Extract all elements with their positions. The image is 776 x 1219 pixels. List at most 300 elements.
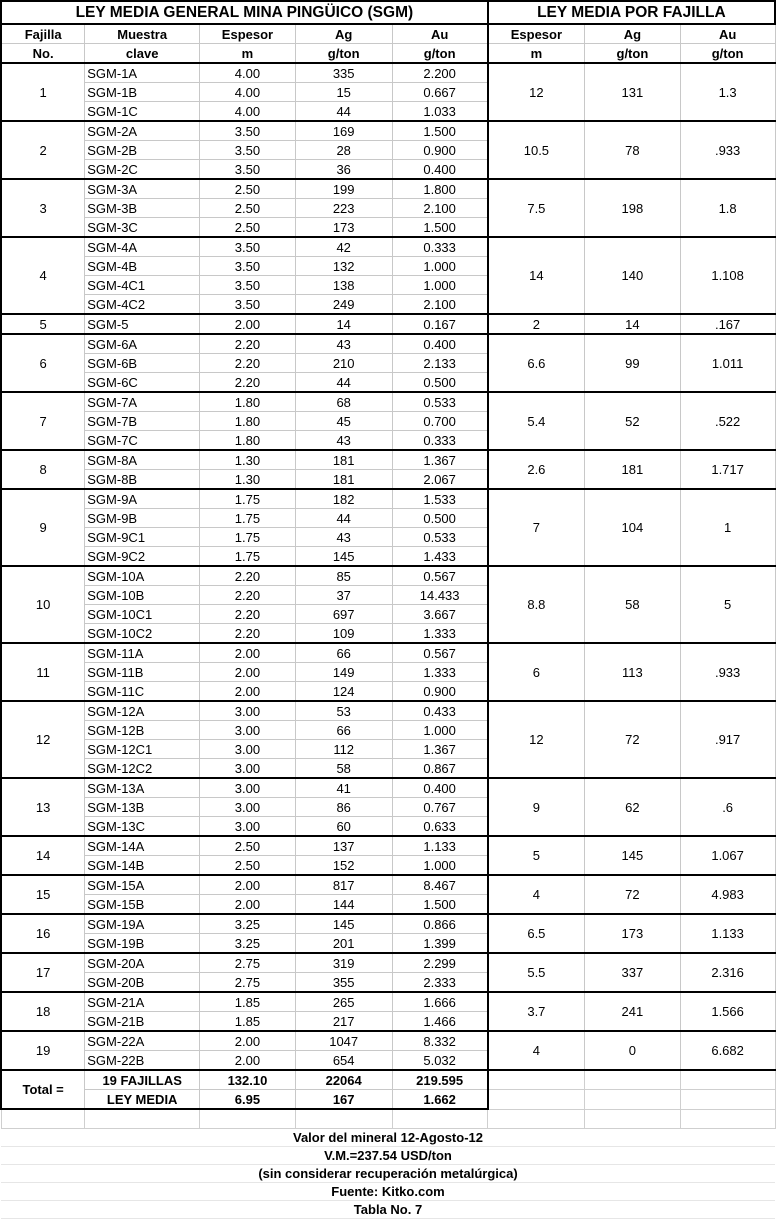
fajilla-espesor: 10.5 bbox=[488, 121, 585, 179]
fajilla-ag: 78 bbox=[585, 121, 681, 179]
empty-cell bbox=[1, 1109, 85, 1129]
fajilla-au: .6 bbox=[680, 778, 775, 836]
sample-espesor: 2.20 bbox=[200, 334, 296, 354]
sample-espesor: 2.20 bbox=[200, 605, 296, 624]
sample-au: 1.399 bbox=[392, 934, 488, 954]
fajilla-ag: 99 bbox=[585, 334, 681, 392]
footer-row bbox=[1, 1165, 775, 1183]
sample-au: 8.467 bbox=[392, 875, 488, 895]
sample-clave: SGM-21B bbox=[85, 1012, 200, 1032]
sample-espesor: 2.00 bbox=[200, 663, 296, 682]
sample-au: 0.700 bbox=[392, 412, 488, 431]
fajilla-espesor: 5.5 bbox=[488, 953, 585, 992]
sample-espesor: 3.00 bbox=[200, 817, 296, 837]
sample-au: 1.500 bbox=[392, 895, 488, 915]
fajilla-espesor: 9 bbox=[488, 778, 585, 836]
sample-ag: 199 bbox=[295, 179, 392, 199]
sample-espesor: 2.20 bbox=[200, 373, 296, 393]
sample-clave: SGM-10A bbox=[85, 566, 200, 586]
sample-ag: 152 bbox=[295, 856, 392, 876]
sample-ag: 86 bbox=[295, 798, 392, 817]
fajilla-ag: 241 bbox=[585, 992, 681, 1031]
fajilla-au: 1.133 bbox=[680, 914, 775, 953]
table-row bbox=[1, 489, 775, 509]
sample-clave: SGM-5 bbox=[85, 314, 200, 334]
fajilla-au: .167 bbox=[680, 314, 775, 334]
fajilla-au: 6.682 bbox=[680, 1031, 775, 1070]
spacer-row bbox=[1, 1109, 775, 1129]
sample-au: 0.867 bbox=[392, 759, 488, 779]
header-fajilla: Fajilla bbox=[1, 24, 85, 44]
sample-au: 2.200 bbox=[392, 63, 488, 83]
sample-au: 0.333 bbox=[392, 431, 488, 451]
sample-clave: SGM-15B bbox=[85, 895, 200, 915]
sample-clave: SGM-19A bbox=[85, 914, 200, 934]
ley-media-label: LEY MEDIA bbox=[85, 1090, 200, 1110]
sample-espesor: 1.85 bbox=[200, 1012, 296, 1032]
empty-cell bbox=[295, 1109, 392, 1129]
fajilla-number: 14 bbox=[1, 836, 85, 875]
sample-clave: SGM-2A bbox=[85, 121, 200, 141]
sample-ag: 43 bbox=[295, 431, 392, 451]
right-title: LEY MEDIA POR FAJILLA bbox=[488, 1, 775, 24]
fajilla-ag: 72 bbox=[585, 875, 681, 914]
sample-clave: SGM-8A bbox=[85, 450, 200, 470]
sample-ag: 36 bbox=[295, 160, 392, 180]
sample-au: 0.400 bbox=[392, 334, 488, 354]
sample-clave: SGM-2B bbox=[85, 141, 200, 160]
sample-clave: SGM-14A bbox=[85, 836, 200, 856]
fajilla-au: 1.108 bbox=[680, 237, 775, 314]
sample-espesor: 3.50 bbox=[200, 276, 296, 295]
fajilla-espesor: 12 bbox=[488, 701, 585, 778]
sample-ag: 319 bbox=[295, 953, 392, 973]
sample-ag: 355 bbox=[295, 973, 392, 993]
sample-ag: 145 bbox=[295, 914, 392, 934]
sample-clave: SGM-4C2 bbox=[85, 295, 200, 315]
sample-au: 1.500 bbox=[392, 121, 488, 141]
sample-clave: SGM-12C2 bbox=[85, 759, 200, 779]
table-row bbox=[1, 237, 775, 257]
fajilla-ag: 58 bbox=[585, 566, 681, 643]
fajilla-espesor: 14 bbox=[488, 237, 585, 314]
fajilla-ag: 173 bbox=[585, 914, 681, 953]
sample-ag: 44 bbox=[295, 373, 392, 393]
sample-espesor: 3.50 bbox=[200, 295, 296, 315]
footer-note: V.M.=237.54 USD/ton bbox=[1, 1147, 775, 1165]
sample-au: 0.533 bbox=[392, 392, 488, 412]
sample-espesor: 1.30 bbox=[200, 470, 296, 490]
total-espesor: 132.10 bbox=[200, 1070, 296, 1090]
sample-ag: 181 bbox=[295, 450, 392, 470]
empty-cell bbox=[85, 1109, 200, 1129]
sample-ag: 201 bbox=[295, 934, 392, 954]
sample-espesor: 2.00 bbox=[200, 682, 296, 702]
fajilla-ag: 104 bbox=[585, 489, 681, 566]
sample-espesor: 2.00 bbox=[200, 1031, 296, 1051]
fajilla-espesor: 4 bbox=[488, 1031, 585, 1070]
table-row bbox=[1, 701, 775, 721]
fajilla-au: 1.067 bbox=[680, 836, 775, 875]
sample-espesor: 1.30 bbox=[200, 450, 296, 470]
left-title: LEY MEDIA GENERAL MINA PINGÜICO (SGM) bbox=[1, 1, 488, 24]
sample-espesor: 2.75 bbox=[200, 973, 296, 993]
header-muestra: Muestra bbox=[85, 24, 200, 44]
sample-espesor: 3.25 bbox=[200, 914, 296, 934]
header-clave: clave bbox=[85, 44, 200, 64]
header-unit-au: g/ton bbox=[392, 44, 488, 64]
fajilla-number: 2 bbox=[1, 121, 85, 179]
sample-espesor: 2.50 bbox=[200, 199, 296, 218]
sample-espesor: 2.75 bbox=[200, 953, 296, 973]
header-row-2 bbox=[1, 44, 775, 64]
sample-espesor: 2.20 bbox=[200, 566, 296, 586]
sample-au: 2.100 bbox=[392, 199, 488, 218]
total-label: Total = bbox=[1, 1070, 85, 1109]
sample-espesor: 3.50 bbox=[200, 160, 296, 180]
header-espesor-fajilla: Espesor bbox=[488, 24, 585, 44]
table-row bbox=[1, 875, 775, 895]
sample-espesor: 1.75 bbox=[200, 489, 296, 509]
header-unit-ag: g/ton bbox=[295, 44, 392, 64]
sample-espesor: 3.00 bbox=[200, 778, 296, 798]
sample-au: 1.333 bbox=[392, 663, 488, 682]
sample-ag: 42 bbox=[295, 237, 392, 257]
sample-au: 2.100 bbox=[392, 295, 488, 315]
sample-clave: SGM-20B bbox=[85, 973, 200, 993]
sample-ag: 45 bbox=[295, 412, 392, 431]
sample-au: 0.667 bbox=[392, 83, 488, 102]
sample-ag: 37 bbox=[295, 586, 392, 605]
sample-ag: 109 bbox=[295, 624, 392, 644]
sample-espesor: 2.50 bbox=[200, 179, 296, 199]
sample-ag: 217 bbox=[295, 1012, 392, 1032]
sample-au: 2.299 bbox=[392, 953, 488, 973]
sample-clave: SGM-6A bbox=[85, 334, 200, 354]
sample-espesor: 2.00 bbox=[200, 895, 296, 915]
sample-espesor: 3.00 bbox=[200, 798, 296, 817]
sample-clave: SGM-4B bbox=[85, 257, 200, 276]
sample-ag: 144 bbox=[295, 895, 392, 915]
fajilla-number: 9 bbox=[1, 489, 85, 566]
sample-ag: 145 bbox=[295, 547, 392, 567]
fajilla-ag: 337 bbox=[585, 953, 681, 992]
empty-cell bbox=[200, 1109, 296, 1129]
sample-clave: SGM-9B bbox=[85, 509, 200, 528]
sample-espesor: 2.50 bbox=[200, 856, 296, 876]
sample-ag: 169 bbox=[295, 121, 392, 141]
sample-au: 1.367 bbox=[392, 740, 488, 759]
fajilla-au: 1 bbox=[680, 489, 775, 566]
fajilla-au: 1.566 bbox=[680, 992, 775, 1031]
sample-clave: SGM-12A bbox=[85, 701, 200, 721]
sample-au: 0.567 bbox=[392, 643, 488, 663]
sample-clave: SGM-21A bbox=[85, 992, 200, 1012]
sample-ag: 14 bbox=[295, 314, 392, 334]
sample-ag: 85 bbox=[295, 566, 392, 586]
footer-row bbox=[1, 1129, 775, 1147]
table-row bbox=[1, 179, 775, 199]
sample-ag: 223 bbox=[295, 199, 392, 218]
total-au: 219.595 bbox=[392, 1070, 488, 1090]
sample-au: 0.500 bbox=[392, 373, 488, 393]
sample-clave: SGM-9A bbox=[85, 489, 200, 509]
sample-ag: 335 bbox=[295, 63, 392, 83]
fajilla-ag: 131 bbox=[585, 63, 681, 121]
sample-clave: SGM-10C1 bbox=[85, 605, 200, 624]
header-espesor: Espesor bbox=[200, 24, 296, 44]
sample-ag: 68 bbox=[295, 392, 392, 412]
header-unit-m: m bbox=[200, 44, 296, 64]
fajilla-espesor: 6.5 bbox=[488, 914, 585, 953]
sample-espesor: 1.75 bbox=[200, 528, 296, 547]
sample-clave: SGM-20A bbox=[85, 953, 200, 973]
sample-ag: 138 bbox=[295, 276, 392, 295]
total-ag: 22064 bbox=[295, 1070, 392, 1090]
fajilla-au: 2.316 bbox=[680, 953, 775, 992]
fajilla-espesor: 8.8 bbox=[488, 566, 585, 643]
sample-ag: 28 bbox=[295, 141, 392, 160]
sample-clave: SGM-22B bbox=[85, 1051, 200, 1071]
sample-clave: SGM-2C bbox=[85, 160, 200, 180]
fajilla-au: .933 bbox=[680, 121, 775, 179]
header-au-fajilla: Au bbox=[680, 24, 775, 44]
sample-espesor: 2.00 bbox=[200, 1051, 296, 1071]
sample-clave: SGM-12B bbox=[85, 721, 200, 740]
sample-au: 2.067 bbox=[392, 470, 488, 490]
sample-au: 0.400 bbox=[392, 778, 488, 798]
footer-note: (sin considerar recuperación metalúrgica) bbox=[1, 1165, 775, 1183]
fajilla-number: 4 bbox=[1, 237, 85, 314]
fajilla-espesor: 12 bbox=[488, 63, 585, 121]
sample-au: 0.500 bbox=[392, 509, 488, 528]
sample-ag: 66 bbox=[295, 721, 392, 740]
sample-espesor: 3.50 bbox=[200, 237, 296, 257]
sample-espesor: 2.50 bbox=[200, 218, 296, 238]
sample-au: 1.133 bbox=[392, 836, 488, 856]
sample-espesor: 2.00 bbox=[200, 875, 296, 895]
table-row bbox=[1, 643, 775, 663]
sample-ag: 182 bbox=[295, 489, 392, 509]
sample-ag: 249 bbox=[295, 295, 392, 315]
sample-clave: SGM-4A bbox=[85, 237, 200, 257]
fajilla-espesor: 6 bbox=[488, 643, 585, 701]
sample-espesor: 3.50 bbox=[200, 141, 296, 160]
sample-clave: SGM-22A bbox=[85, 1031, 200, 1051]
sample-ag: 149 bbox=[295, 663, 392, 682]
sample-espesor: 2.20 bbox=[200, 354, 296, 373]
sample-au: 0.533 bbox=[392, 528, 488, 547]
empty-cell bbox=[488, 1090, 585, 1110]
sample-espesor: 4.00 bbox=[200, 83, 296, 102]
sample-espesor: 3.50 bbox=[200, 257, 296, 276]
fajilla-au: .917 bbox=[680, 701, 775, 778]
sample-clave: SGM-8B bbox=[85, 470, 200, 490]
sample-espesor: 1.75 bbox=[200, 509, 296, 528]
fajilla-number: 5 bbox=[1, 314, 85, 334]
sample-ag: 181 bbox=[295, 470, 392, 490]
fajilla-au: 1.3 bbox=[680, 63, 775, 121]
sample-espesor: 3.00 bbox=[200, 740, 296, 759]
sample-au: 5.032 bbox=[392, 1051, 488, 1071]
fajilla-ag: 198 bbox=[585, 179, 681, 237]
sample-ag: 53 bbox=[295, 701, 392, 721]
fajilla-espesor: 5 bbox=[488, 836, 585, 875]
sample-ag: 43 bbox=[295, 334, 392, 354]
sample-clave: SGM-14B bbox=[85, 856, 200, 876]
sample-ag: 15 bbox=[295, 83, 392, 102]
sample-clave: SGM-3A bbox=[85, 179, 200, 199]
ley-media-ag: 167 bbox=[295, 1090, 392, 1110]
sample-clave: SGM-7C bbox=[85, 431, 200, 451]
fajilla-number: 3 bbox=[1, 179, 85, 237]
table-row bbox=[1, 836, 775, 856]
fajilla-espesor: 7 bbox=[488, 489, 585, 566]
sample-ag: 132 bbox=[295, 257, 392, 276]
sample-au: 1.000 bbox=[392, 257, 488, 276]
sample-clave: SGM-9C2 bbox=[85, 547, 200, 567]
fajilla-number: 19 bbox=[1, 1031, 85, 1070]
total-fajillas: 19 FAJILLAS bbox=[85, 1070, 200, 1090]
sample-ag: 697 bbox=[295, 605, 392, 624]
sample-ag: 66 bbox=[295, 643, 392, 663]
fajilla-au: 4.983 bbox=[680, 875, 775, 914]
sample-au: 2.133 bbox=[392, 354, 488, 373]
sample-espesor: 3.00 bbox=[200, 721, 296, 740]
sample-au: 1.533 bbox=[392, 489, 488, 509]
sample-au: 1.500 bbox=[392, 218, 488, 238]
sample-au: 0.400 bbox=[392, 160, 488, 180]
sample-clave: SGM-10C2 bbox=[85, 624, 200, 644]
empty-cell bbox=[680, 1070, 775, 1090]
table-row bbox=[1, 121, 775, 141]
footer-note: Valor del mineral 12-Agosto-12 bbox=[1, 1129, 775, 1147]
sample-clave: SGM-6C bbox=[85, 373, 200, 393]
sample-ag: 44 bbox=[295, 102, 392, 122]
sample-clave: SGM-3C bbox=[85, 218, 200, 238]
footer-row bbox=[1, 1201, 775, 1219]
sample-clave: SGM-13C bbox=[85, 817, 200, 837]
sample-espesor: 3.50 bbox=[200, 121, 296, 141]
fajilla-ag: 145 bbox=[585, 836, 681, 875]
sample-ag: 173 bbox=[295, 218, 392, 238]
sample-au: 1.367 bbox=[392, 450, 488, 470]
empty-cell bbox=[680, 1109, 775, 1129]
fajilla-ag: 52 bbox=[585, 392, 681, 450]
sample-ag: 210 bbox=[295, 354, 392, 373]
sample-ag: 817 bbox=[295, 875, 392, 895]
empty-cell bbox=[680, 1090, 775, 1110]
sample-au: 2.333 bbox=[392, 973, 488, 993]
header-ag: Ag bbox=[295, 24, 392, 44]
ley-media-au: 1.662 bbox=[392, 1090, 488, 1110]
sample-clave: SGM-10B bbox=[85, 586, 200, 605]
table-row bbox=[1, 334, 775, 354]
sample-espesor: 2.20 bbox=[200, 624, 296, 644]
fajilla-au: 1.717 bbox=[680, 450, 775, 489]
sample-clave: SGM-11C bbox=[85, 682, 200, 702]
header-ag-fajilla: Ag bbox=[585, 24, 681, 44]
fajilla-espesor: 2.6 bbox=[488, 450, 585, 489]
fajilla-number: 15 bbox=[1, 875, 85, 914]
fajilla-ag: 62 bbox=[585, 778, 681, 836]
empty-cell bbox=[585, 1070, 681, 1090]
fajilla-au: 1.8 bbox=[680, 179, 775, 237]
empty-cell bbox=[585, 1109, 681, 1129]
sample-espesor: 3.00 bbox=[200, 701, 296, 721]
fajilla-number: 8 bbox=[1, 450, 85, 489]
sample-au: 1.433 bbox=[392, 547, 488, 567]
table-row bbox=[1, 992, 775, 1012]
fajilla-number: 11 bbox=[1, 643, 85, 701]
sample-au: 14.433 bbox=[392, 586, 488, 605]
header-unit-au-fajilla: g/ton bbox=[680, 44, 775, 64]
sample-ag: 137 bbox=[295, 836, 392, 856]
sample-au: 1.033 bbox=[392, 102, 488, 122]
sample-espesor: 4.00 bbox=[200, 102, 296, 122]
sample-clave: SGM-1B bbox=[85, 83, 200, 102]
sample-au: 0.333 bbox=[392, 237, 488, 257]
footer-note: Fuente: Kitko.com bbox=[1, 1183, 775, 1201]
fajilla-au: .522 bbox=[680, 392, 775, 450]
sample-au: 1.333 bbox=[392, 624, 488, 644]
fajilla-espesor: 3.7 bbox=[488, 992, 585, 1031]
fajilla-espesor: 4 bbox=[488, 875, 585, 914]
sample-espesor: 2.00 bbox=[200, 643, 296, 663]
table-row bbox=[1, 450, 775, 470]
sample-au: 1.666 bbox=[392, 992, 488, 1012]
sample-ag: 43 bbox=[295, 528, 392, 547]
sample-espesor: 3.00 bbox=[200, 759, 296, 779]
fajilla-espesor: 7.5 bbox=[488, 179, 585, 237]
sample-ag: 124 bbox=[295, 682, 392, 702]
sample-au: 0.633 bbox=[392, 817, 488, 837]
footer-note: Tabla No. 7 bbox=[1, 1201, 775, 1219]
header-unit-ag-fajilla: g/ton bbox=[585, 44, 681, 64]
sample-clave: SGM-15A bbox=[85, 875, 200, 895]
sample-clave: SGM-11B bbox=[85, 663, 200, 682]
fajilla-ag: 181 bbox=[585, 450, 681, 489]
sample-clave: SGM-11A bbox=[85, 643, 200, 663]
sample-ag: 112 bbox=[295, 740, 392, 759]
sample-espesor: 2.50 bbox=[200, 836, 296, 856]
sample-clave: SGM-4C1 bbox=[85, 276, 200, 295]
ley-media-espesor: 6.95 bbox=[200, 1090, 296, 1110]
sample-ag: 41 bbox=[295, 778, 392, 798]
sample-ag: 60 bbox=[295, 817, 392, 837]
sample-au: 0.167 bbox=[392, 314, 488, 334]
header-row-1 bbox=[1, 24, 775, 44]
sample-clave: SGM-6B bbox=[85, 354, 200, 373]
empty-cell bbox=[392, 1109, 488, 1129]
fajilla-ag: 0 bbox=[585, 1031, 681, 1070]
sample-espesor: 2.20 bbox=[200, 586, 296, 605]
fajilla-espesor: 5.4 bbox=[488, 392, 585, 450]
sample-clave: SGM-3B bbox=[85, 199, 200, 218]
sample-clave: SGM-13A bbox=[85, 778, 200, 798]
fajilla-ag: 140 bbox=[585, 237, 681, 314]
fajilla-au: 5 bbox=[680, 566, 775, 643]
sample-espesor: 1.75 bbox=[200, 547, 296, 567]
sample-au: 8.332 bbox=[392, 1031, 488, 1051]
empty-cell bbox=[585, 1090, 681, 1110]
sample-espesor: 4.00 bbox=[200, 63, 296, 83]
sample-clave: SGM-1C bbox=[85, 102, 200, 122]
footer-row bbox=[1, 1147, 775, 1165]
sample-ag: 44 bbox=[295, 509, 392, 528]
fajilla-espesor: 6.6 bbox=[488, 334, 585, 392]
table-row bbox=[1, 914, 775, 934]
